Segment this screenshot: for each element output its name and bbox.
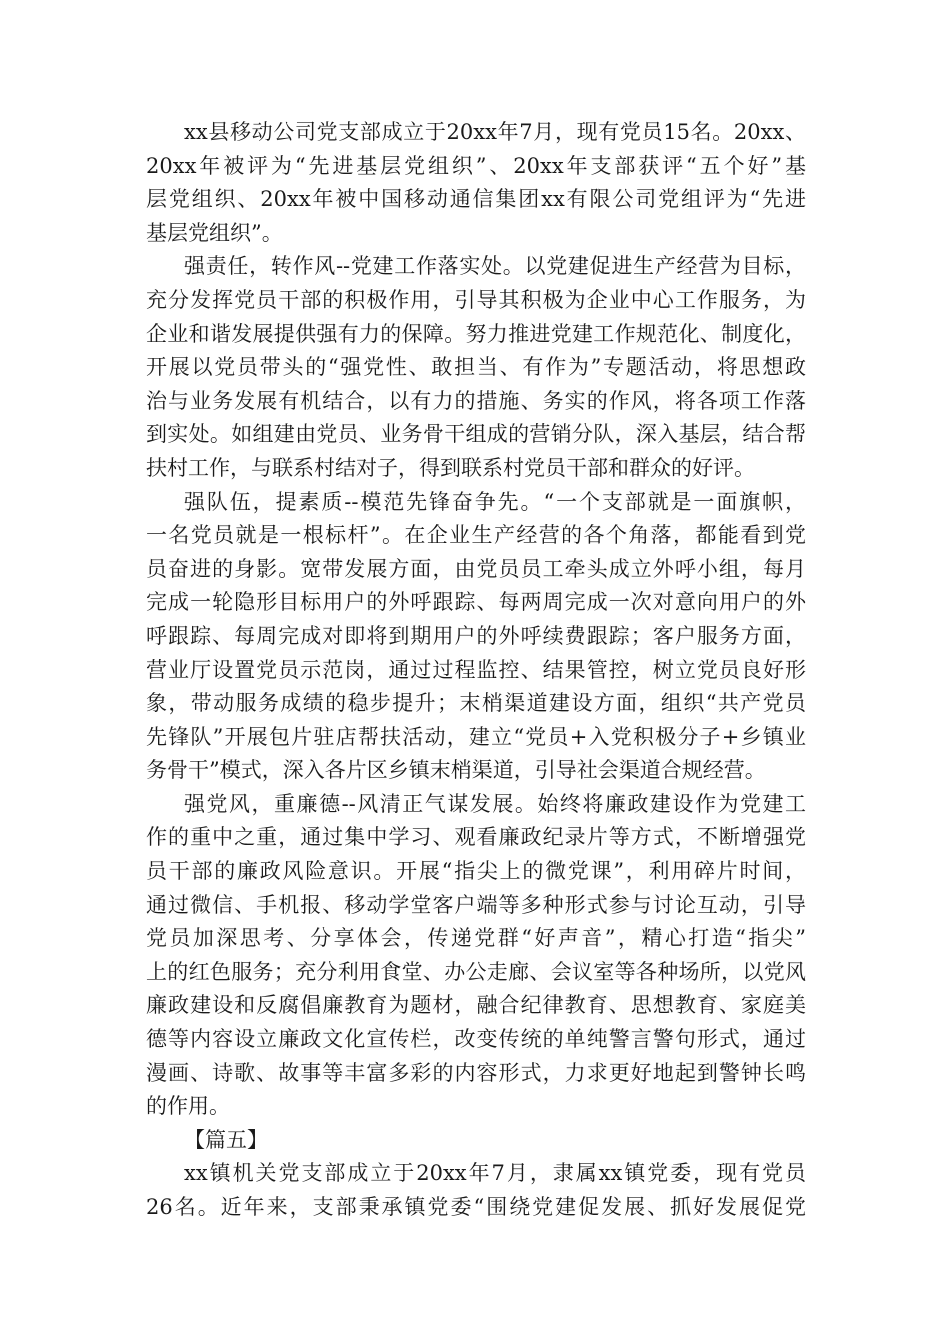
text-line: xx县移动公司党支部成立于20xx年7月，现有党员15名。20xx、 — [184, 120, 806, 144]
text-line: 强队伍，提素质--模范先锋奋争先。“一个支部就是一面旗帜， — [184, 489, 806, 514]
text-line: 治与业务发展有机结合，以有力的措施、务实的作风，将各项工作落 — [146, 388, 806, 413]
text-line: 一名党员就是一根标杆”。在企业生产经营的各个角落，都能看到党 — [146, 523, 806, 548]
paragraph-5 — [146, 1157, 806, 1224]
text-line: 象，带动服务成绩的稳步提升；末梢渠道建设方面，组织“共产党员 — [146, 691, 806, 716]
document-page — [146, 116, 806, 1225]
paragraph-4 — [146, 788, 806, 1124]
paragraph-3 — [146, 486, 806, 788]
text-line: 员奋进的身影。宽带发展方面，由党员员工牵头成立外呼小组，每月 — [146, 556, 806, 581]
text-line: 党员加深思考、分享体会，传递党群“好声音”，精心打造“指尖” — [146, 926, 806, 951]
text-line: 上的红色服务；充分利用食堂、办公走廊、会议室等各种场所，以党风 — [146, 959, 806, 984]
text-line: 员干部的廉政风险意识。开展“指尖上的微党课”，利用碎片时间， — [146, 859, 806, 884]
text-line: 20xx年被评为“先进基层党组织”、20xx年支部获评“五个好”基 — [146, 153, 806, 178]
text-line: 德等内容设立廉政文化宣传栏，改变传统的单纯警言警句形式，通过 — [146, 1027, 806, 1052]
text-line: 的作用。 — [146, 1094, 230, 1119]
text-line: 作的重中之重，通过集中学习、观看廉政纪录片等方式，不断增强党 — [146, 825, 806, 850]
text-line: xx镇机关党支部成立于20xx年7月，隶属xx镇党委，现有党员 — [184, 1161, 806, 1186]
text-line: 强党风，重廉德--风清正气谋发展。始终将廉政建设作为党建工 — [184, 791, 806, 816]
text-line: 企业和谐发展提供强有力的保障。努力推进党建工作规范化、制度化， — [146, 321, 806, 346]
paragraph-1 — [146, 116, 806, 250]
text-line: 务骨干”模式，深入各片区乡镇末梢渠道，引导社会渠道合规经营。 — [146, 758, 766, 783]
text-line: 营业厅设置党员示范岗，通过过程监控、结果管控，树立党员良好形 — [146, 657, 806, 682]
text-line: 通过微信、手机报、移动学堂客户端等多种形式参与讨论互动，引导 — [146, 892, 806, 917]
paragraph-2 — [146, 250, 806, 485]
text-line: 呼跟踪、每周完成对即将到期用户的外呼续费跟踪；客户服务方面， — [146, 623, 806, 648]
text-line: 漫画、诗歌、故事等丰富多彩的内容形式，力求更好地起到警钟长鸣 — [146, 1060, 806, 1085]
text-line: 层党组织、20xx年被中国移动通信集团xx有限公司党组评为“先进 — [146, 187, 806, 212]
text-line: 强责任，转作风--党建工作落实处。以党建促进生产经营为目标， — [184, 254, 806, 279]
text-line: 到实处。如组建由党员、业务骨干组成的营销分队，深入基层，结合帮 — [146, 422, 806, 447]
text-line: 先锋队”开展包片驻店帮扶活动，建立“党员+入党积极分子+乡镇业 — [146, 724, 806, 749]
text-line: 完成一轮隐形目标用户的外呼跟踪、每两周完成一次对意向用户的外 — [146, 590, 806, 615]
text-line: 开展以党员带头的“强党性、敢担当、有作为”专题活动，将思想政 — [146, 355, 806, 380]
text-line: 充分发挥党员干部的积极作用，引导其积极为企业中心工作服务，为 — [146, 287, 806, 312]
text-line: 扶村工作，与联系村结对子，得到联系村党员干部和群众的好评。 — [146, 455, 755, 480]
text-line: 基层党组织”。 — [146, 220, 283, 245]
section-heading: 【篇五】 — [184, 1127, 268, 1152]
text-line: 26名。近年来，支部秉承镇党委“围绕党建促发展、抓好发展促党 — [146, 1195, 806, 1219]
text-line: 廉政建设和反腐倡廉教育为题材，融合纪律教育、思想教育、家庭美 — [146, 993, 806, 1018]
